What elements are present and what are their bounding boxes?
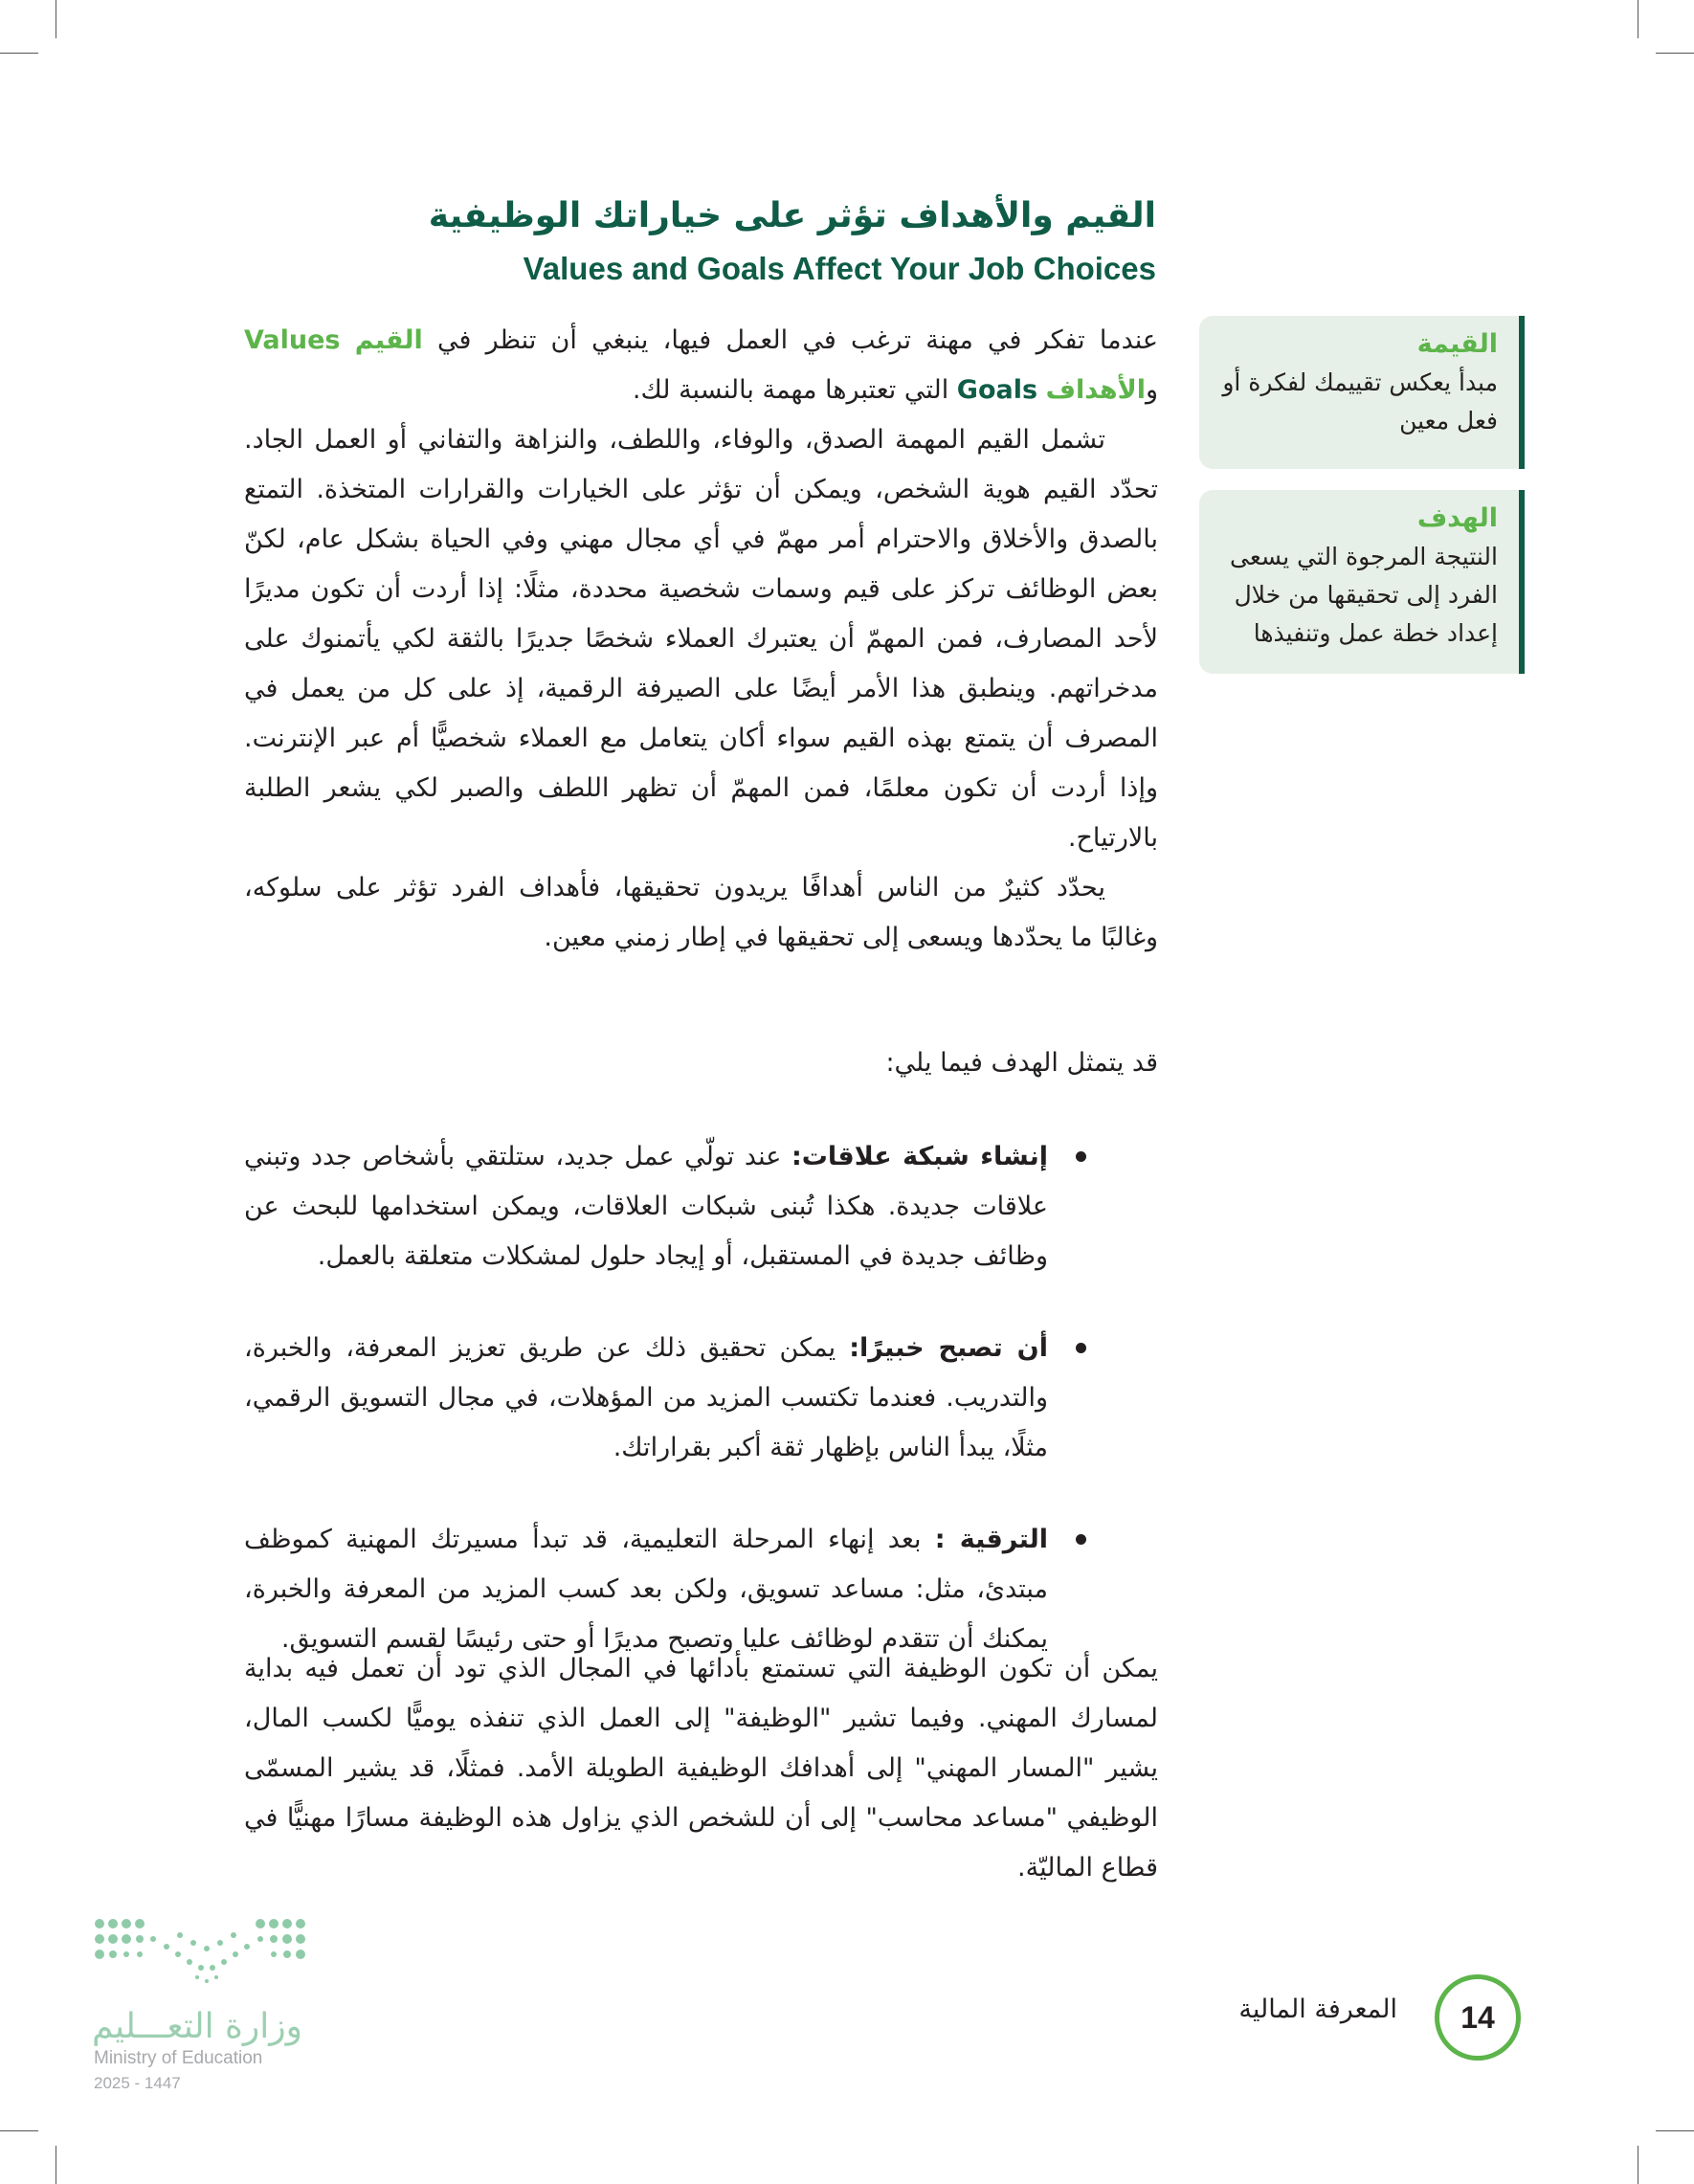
goal-list (244, 1132, 1105, 1664)
goal-lead: قد يتمثل الهدف فيما يلي: (885, 1048, 1158, 1078)
term-goals-ar: الأهداف (1045, 375, 1146, 405)
ministry-name-arabic: وزارة التعـــليم (92, 2007, 303, 2046)
ministry-name-english: Ministry of Education (94, 2048, 263, 2068)
section-title-arabic: القيم والأهداف تؤثر على خياراتك الوظيفية (428, 196, 1156, 235)
glossary-box-value (1199, 316, 1525, 469)
bullet-text: يمكن تحقيق ذلك عن طريق تعزيز المعرفة، والخبرة، والتدريب. فعندما تكتسب المزيد من المؤهلات، في مجال التسويق الرقمي، مثلًا، يبدأ الناس بإظهار ثقة أكبر بقراراتك. (244, 1333, 1048, 1462)
crop-mark (0, 53, 38, 54)
goals-paragraph: يحدّد كثيرٌ من الناس أهدافًا يريدون تحقيقها، فأهداف الفرد تؤثر على سلوكه، وغالبًا ما يحدّدها ويسعى إلى تحقيقها في إطار زمني معين. (244, 873, 1158, 952)
intro-text: عندما تفكر في مهنة ترغب في العمل فيها، ينبغي أن تنظر في (422, 325, 1158, 355)
intro-conjunction: و (1145, 375, 1158, 405)
term-values-en: Values (244, 325, 341, 355)
intro-text-end: التي تعتبرها مهمة بالنسبة لك. (632, 375, 957, 405)
bullet-term: الترقية : (934, 1525, 1049, 1554)
list-item (244, 1132, 1048, 1281)
values-paragraph: تشمل القيم المهمة الصدق، والوفاء، واللطف، والنزاهة والتفاني أو العمل الجاد. تحدّد القيم هوية الشخص، ويمكن أن تؤثر على الخيارات والقرارات المتخذة. التمتع بالصدق والأخلاق والاحترام أمر مهمّ في أي مجال مهني وفي الحياة بشكل عام، لكنّ بعض الوظائف تركز على قيم وسمات شخصية محددة، مثلًا: إذا أردت أن تكون مديرًا لأحد المصارف، فمن المهمّ أن يعتبرك العملاء شخصًا جديرًا بالثقة لكي يأتمنوك على مدخراتهم. وينطبق هذا الأمر أيضًا على الصيرفة الرقمية، إذ على كل من يعمل في المصرف أن يتمتع بهذه القيم سواء أكان يتعامل مع العملاء شخصيًّا أم عبر الإنترنت. وإذا أردت أن تكون معلمًا، فمن المهمّ أن تظهر اللطف والصبر لكي يشعر الطلبة بالارتياح. (244, 425, 1158, 853)
term-goals-en: Goals (956, 375, 1038, 405)
book-title: المعرفة المالية (1238, 1995, 1397, 2024)
crop-mark (1656, 53, 1694, 54)
intro-paragraph (244, 316, 1158, 415)
term-values-ar: القيم (354, 325, 423, 355)
main-text-block (244, 316, 1158, 963)
bullet-text: بعد إنهاء المرحلة التعليمية، قد تبدأ مسيرتك المهنية كموظف مبتدئ، مثل: مساعد تسويق، ولكن بعد كسب المزيد من المعرفة والخبرة، يمكنك أن تتقدم لوظائف عليا وتصبح مديرًا أو حتى رئيسًا لقسم التسويق. (244, 1525, 1048, 1654)
crop-mark (1656, 2130, 1694, 2131)
page-number: 14 (1435, 1974, 1521, 2061)
career-paragraph: يمكن أن تكون الوظيفة التي تستمتع بأدائها في المجال الذي تود أن تعمل فيه بداية لمسارك المهني. وفيما تشير "الوظيفة" إلى العمل الذي تنفذه يوميًّا لكسب المال، يشير "المسار المهني" إلى أهدافك الوظيفية الطويلة الأمد. فمثلًا، قد يشير المسمّى الوظيفي "مساعد محاسب" إلى أن للشخص الذي يزاول هذه الوظيفة مسارًا مهنيًّا في قطاع الماليّة. (244, 1654, 1158, 1883)
bullet-term: أن تصبح خبيرًا: (849, 1333, 1048, 1363)
ministry-year: 2025 - 1447 (94, 2074, 181, 2092)
glossary-term: القيمة (1416, 329, 1498, 359)
bullet-icon (1076, 1151, 1086, 1162)
ministry-logo-icon (92, 1914, 322, 2000)
list-item (244, 1515, 1048, 1664)
glossary-definition: النتيجة المرجوة التي يسعى الفرد إلى تحقيقها من خلال إعداد خطة عمل وتنفيذها (1230, 543, 1498, 647)
glossary-box-goal (1199, 490, 1525, 674)
section-title-english: Values and Goals Affect Your Job Choices (523, 251, 1156, 286)
crop-mark (0, 2130, 38, 2131)
bullet-icon (1076, 1343, 1086, 1353)
bullet-icon (1076, 1534, 1086, 1545)
list-item (244, 1324, 1048, 1473)
glossary-term: الهدف (1416, 503, 1498, 533)
bullet-term: إنشاء شبكة علاقات: (791, 1142, 1048, 1171)
bullet-text: عند تولّي عمل جديد، ستلتقي بأشخاص جدد وتبني علاقات جديدة. هكذا تُبنى شبكات العلاقات، ويمكن استخدامها للبحث عن وظائف جديدة في المستقبل، أو إيجاد حلول لمشكلات متعلقة بالعمل. (244, 1142, 1048, 1271)
glossary-definition: مبدأ يعكس تقييمك لفكرة أو فعل معين (1222, 368, 1498, 435)
